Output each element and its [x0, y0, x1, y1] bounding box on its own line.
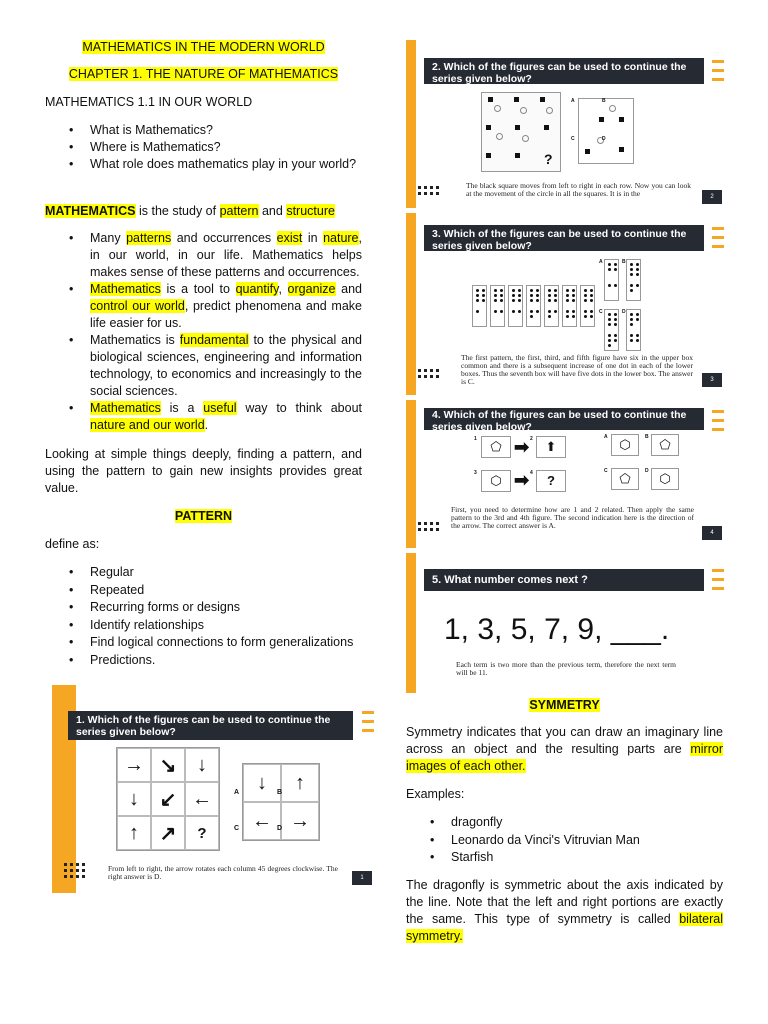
option-label: B	[277, 789, 283, 796]
slide-title: 5. What number comes next ?	[424, 569, 704, 591]
dot-box	[526, 285, 541, 327]
list-item: • Identify relationships	[45, 617, 362, 635]
arrow-cell: ←	[185, 782, 219, 816]
option-label: A	[599, 259, 603, 265]
insight-paragraph: Looking at simple things deeply, finding a pattern, and using the pattern to gain new insights provides great value.	[45, 447, 362, 495]
slide-caption: The first pattern, the first, third, and fifth figure have six in the upper box common and there is a subsequent increase of one dot in each of the lower boxes. Thus the seventh box will have five dots in the lower box. The answer is C.	[461, 353, 693, 386]
accent-dashes	[712, 569, 724, 596]
arrow-cell: ↘	[151, 748, 185, 782]
slide-title: 4. Which of the figures can be used to continue the series given below?	[424, 408, 704, 430]
accent-dashes	[362, 711, 374, 738]
accent-dashes	[712, 410, 724, 437]
figure-label: 1	[474, 436, 477, 442]
option-label: D	[277, 825, 283, 832]
list-item: • Regular	[45, 564, 362, 582]
arrow-cell: ↗	[151, 816, 185, 850]
pattern-heading: PATTERN	[174, 509, 233, 523]
list-item: • Repeated	[45, 582, 362, 600]
dot-box	[580, 285, 595, 327]
dot-box	[544, 285, 559, 327]
option-b: ⬠	[651, 434, 679, 456]
option-label: C	[234, 825, 240, 832]
option-c: ←	[243, 802, 281, 840]
dot-pattern	[418, 522, 440, 531]
option-label: D	[645, 468, 649, 474]
definition-line: MATHEMATICS is the study of pattern and structure	[45, 204, 335, 218]
slide-title: 1. Which of the figures can be used to continue the series given below?	[68, 711, 353, 740]
dot-box	[626, 309, 641, 351]
option-label: B	[602, 98, 606, 104]
list-item: • dragonfly	[406, 814, 723, 832]
examples-label: Examples:	[406, 787, 465, 801]
dot-options	[604, 259, 644, 351]
doc-title: MATHEMATICS IN THE MODERN WORLD	[82, 40, 325, 54]
arrow-cell: ↓	[185, 748, 219, 782]
accent-stripe	[406, 213, 416, 395]
option-c: ⬠	[611, 468, 639, 490]
number-sequence: 1, 3, 5, 7, 9, ___.	[444, 613, 670, 646]
slide-3	[406, 213, 726, 395]
figure-2: ⬆	[536, 436, 566, 458]
option-label: C	[599, 309, 603, 315]
dot-box	[604, 259, 619, 301]
page-number: 2	[702, 190, 722, 204]
arrow-cell: ↑	[117, 816, 151, 850]
slide-5	[406, 553, 726, 693]
slide-caption: The black square moves from left to right in each row. Now you can look at the movement of the circle in all the squares. It is in the	[466, 181, 691, 198]
list-item: • Mathematics is fundamental to the physical and biological sciences, engineering and information technology, to economics and increasingly to the social sciences.	[45, 332, 362, 400]
dragonfly-paragraph: The dragonfly is symmetric about the axis indicated by the line. Note that the left and right portions are exactly the same. This type of symmetry is called bilateral symmetry.	[406, 878, 723, 943]
dot-pattern	[64, 863, 86, 878]
slide-caption: First, you need to determine how are 1 and 2 related. Then apply the same pattern to the 3rd and 4th figure. The second indication here is the direction of the arrow. The correct answer is A.	[451, 505, 694, 530]
option-label: D	[602, 136, 606, 142]
examples-list	[406, 814, 723, 867]
dot-box	[472, 285, 487, 327]
list-item: • Where is Mathematics?	[45, 139, 362, 156]
slide-2	[406, 40, 726, 208]
list-item: • Mathematics is a useful way to think about nature and our world.	[45, 400, 362, 434]
arrow-cell: ↙	[151, 782, 185, 816]
list-item: • Starfish	[406, 849, 723, 867]
dot-box	[490, 285, 505, 327]
option-label: B	[622, 259, 626, 265]
accent-stripe	[406, 400, 416, 548]
symmetry-heading: SYMMETRY	[529, 698, 600, 712]
slide-title: 2. Which of the figures can be used to continue the series given below?	[424, 58, 704, 84]
figure-label: 4	[530, 470, 533, 476]
define-as-label: define as:	[45, 537, 100, 551]
arrow-right-icon: ➡	[514, 470, 530, 490]
dot-pattern	[418, 369, 440, 378]
question-list	[45, 122, 362, 173]
list-item: • Leonardo da Vinci's Vitruvian Man	[406, 832, 723, 850]
option-d: →	[281, 802, 319, 840]
math-facts-list	[45, 230, 362, 434]
accent-dashes	[712, 227, 724, 254]
page-number: 3	[702, 373, 722, 387]
option-label: A	[234, 789, 240, 796]
figure-label: 2	[530, 436, 533, 442]
option-label: C	[604, 468, 608, 474]
figure-3: ⬡	[481, 470, 511, 492]
figure-1: ⬠	[481, 436, 511, 458]
option-label: D	[622, 309, 626, 315]
option-b: ↑	[281, 764, 319, 802]
square-grid	[481, 92, 561, 172]
slide-4	[406, 400, 726, 548]
page-number: 4	[702, 526, 722, 540]
list-item: • What role does mathematics play in your world?	[45, 156, 362, 173]
chapter-title: CHAPTER 1. THE NATURE OF MATHEMATICS	[68, 67, 339, 81]
accent-stripe	[406, 553, 416, 693]
figure-4: ?	[536, 470, 566, 492]
dot-series	[472, 285, 597, 327]
option-label: A	[571, 98, 575, 104]
option-d: ⬡	[651, 468, 679, 490]
page-number: 1	[352, 871, 372, 885]
list-item: • Many patterns and occurrences exist in nature, in our world, in our life. Mathematics helps makes sense of these patterns and occurrences.	[45, 230, 362, 281]
dot-box	[604, 309, 619, 351]
accent-stripe	[406, 40, 416, 208]
list-item: • Mathematics is a tool to quantify, organize and control our world, predict phenomena and make life easier for us.	[45, 281, 362, 332]
slide-caption: Each term is two more than the previous term, therefore the next term will be 11.	[456, 660, 676, 677]
arrow-cell: ↓	[117, 782, 151, 816]
arrow-grid	[116, 747, 220, 851]
answer-options	[578, 98, 634, 164]
option-label: B	[645, 434, 649, 440]
dot-pattern	[418, 186, 440, 195]
arrow-cell: →	[117, 748, 151, 782]
symmetry-paragraph: Symmetry indicates that you can draw an imaginary line across an object and the resulting parts are mirror images of each other.	[406, 725, 723, 773]
list-item: • Find logical connections to form generalizations	[45, 634, 362, 652]
pattern-list	[45, 564, 362, 669]
dot-box	[508, 285, 523, 327]
figure-label: 3	[474, 470, 477, 476]
section-title: MATHEMATICS 1.1 IN OUR WORLD	[45, 95, 253, 109]
list-item: • Predictions.	[45, 652, 362, 670]
accent-dashes	[712, 60, 724, 87]
option-a: ↓	[243, 764, 281, 802]
dot-box	[562, 285, 577, 327]
list-item: • What is Mathematics?	[45, 122, 362, 139]
slide-caption: From left to right, the arrow rotates each column 45 degrees clockwise. The right answer is D.	[108, 864, 338, 881]
list-item: • Recurring forms or designs	[45, 599, 362, 617]
question-mark: ?	[544, 151, 553, 167]
arrow-right-icon: ➡	[514, 437, 530, 457]
question-cell: ?	[185, 816, 219, 850]
option-a: ⬡	[611, 434, 639, 456]
slide-1	[52, 685, 378, 893]
option-label: C	[571, 136, 575, 142]
option-label: A	[604, 434, 608, 440]
dot-box	[626, 259, 641, 301]
slide-title: 3. Which of the figures can be used to continue the series given below?	[424, 225, 704, 251]
